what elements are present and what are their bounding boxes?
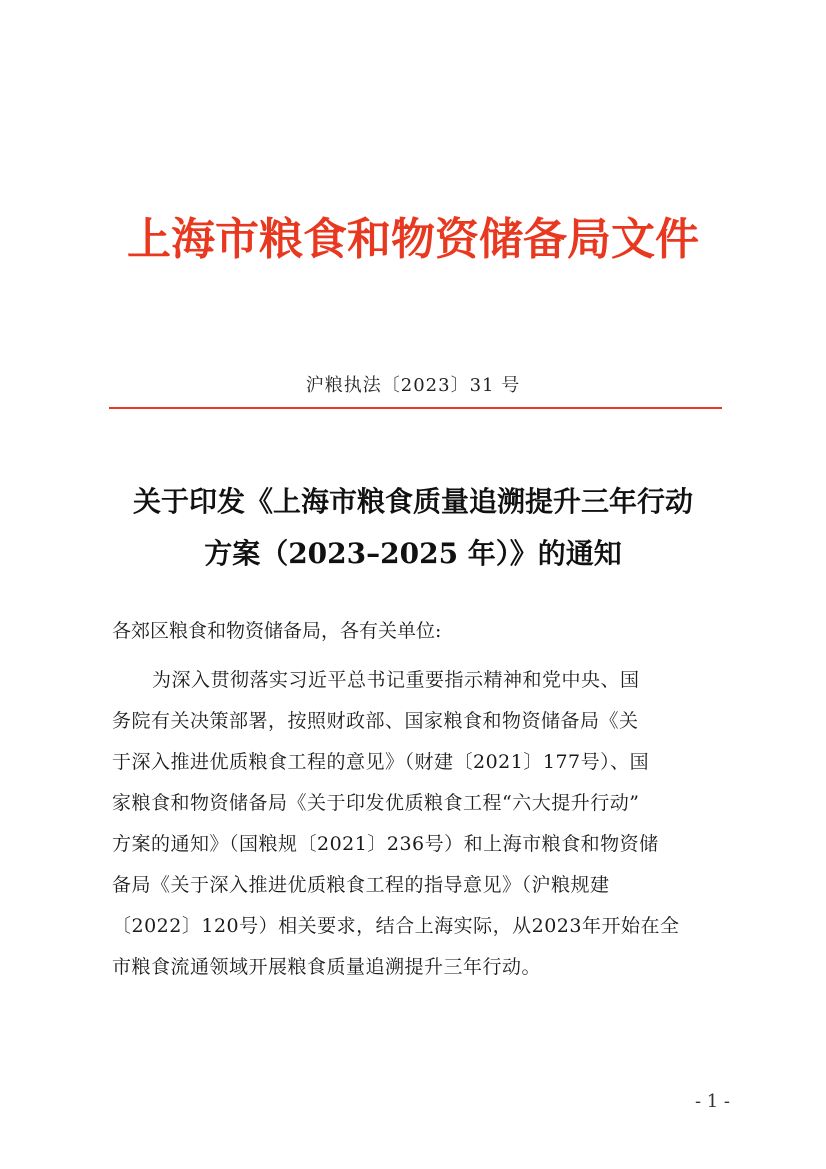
notice-title-line-2: 方案（2023–2025 年）》的通知 [204, 537, 622, 570]
body-line: 备局《关于深入推进优质粮食工程的指导意见》（沪粮规建 [112, 874, 610, 896]
salutation: 各郊区粮食和物资储备局，各有关单位: [112, 620, 442, 642]
notice-title [0, 476, 826, 580]
document-number: 沪粮执法〔2023〕31 号 [305, 375, 521, 396]
page-number: - 1 - [694, 1091, 730, 1112]
body-line: 于深入推进优质粮食工程的意见》（财建〔2021〕177号）、国 [112, 751, 650, 773]
body-line: 方案的通知》（国粮规〔2021〕236号）和上海市粮食和物资储 [112, 833, 659, 855]
body-line: 〔2022〕120号）相关要求，结合上海实际，从2023年开始在全 [112, 915, 680, 937]
body-line: 务院有关决策部署，按照财政部、国家粮食和物资储备局《关 [112, 710, 639, 732]
body-line: 家粮食和物资储备局《关于印发优质粮食工程“六大提升行动” [112, 792, 640, 814]
red-separator-line [109, 407, 722, 409]
body-paragraph [112, 660, 716, 988]
body-line: 为深入贯彻落实习近平总书记重要指示精神和党中央、国 [152, 669, 640, 691]
notice-title-line-1: 关于印发《上海市粮食质量追溯提升三年行动 [132, 485, 693, 518]
issuing-authority-header: 上海市粮食和物资储备局文件 [127, 214, 699, 265]
body-line: 市粮食流通领域开展粮食质量追溯提升三年行动。 [112, 956, 542, 978]
